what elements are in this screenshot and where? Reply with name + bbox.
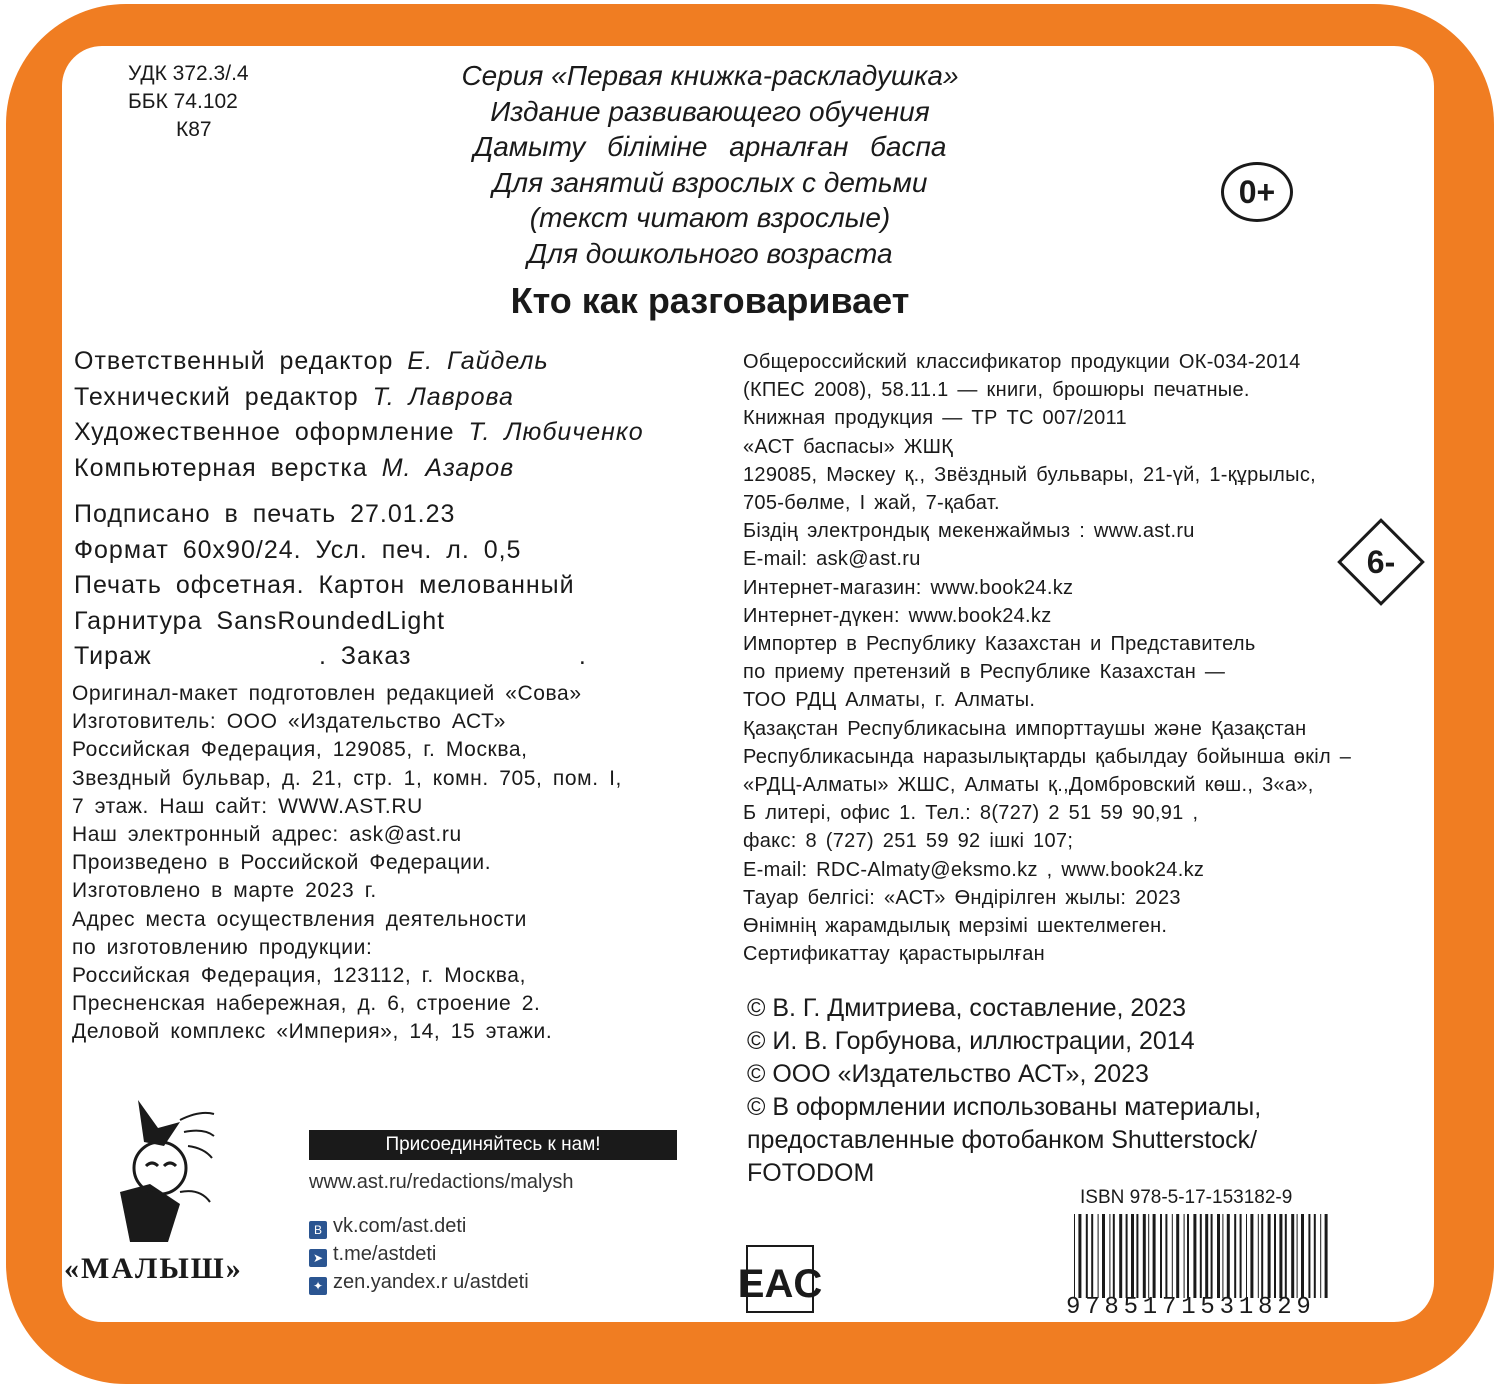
author-code: К87: [176, 118, 212, 141]
barcode-bar: [1320, 1214, 1321, 1298]
barcode-bar: [1074, 1214, 1075, 1298]
copyright-line: FOTODOM: [747, 1159, 875, 1187]
barcode-bar: [1301, 1214, 1304, 1298]
series-line: (текст читают взрослые): [529, 202, 891, 233]
series-line: Серия «Первая книжка-раскладушка»: [461, 60, 959, 91]
publisher-line: 7 этаж. Наш сайт: WWW.AST.RU: [72, 794, 423, 818]
copyright-line: © ООО «Издательство АСТ», 2023: [747, 1060, 1149, 1088]
social-link-text: vk.com/ast.deti: [333, 1215, 467, 1237]
copyright-line: © В. Г. Дмитриева, составление, 2023: [747, 994, 1187, 1022]
credit-line: [74, 344, 644, 380]
barcode-bar: [1291, 1214, 1294, 1298]
svg-text:EAC: EAC: [737, 1262, 823, 1306]
barcode-bar: [1268, 1214, 1271, 1298]
legal-line: по приему претензий в Республике Казахстан —: [743, 661, 1226, 684]
barcode-bar: [1078, 1214, 1081, 1298]
series-line: Издание развивающего обучения: [490, 95, 930, 127]
credit-role: Художественное оформление: [74, 418, 455, 446]
credit-role: Ответственный редактор: [74, 347, 394, 375]
age-rating-6-label: 6-: [1366, 544, 1396, 580]
publisher-line: Адрес места осуществления деятельности: [72, 907, 527, 931]
barcode-digits: 9785171531829: [1066, 1294, 1316, 1321]
barcode-bar: [1184, 1214, 1185, 1298]
barcode-bar: [1217, 1214, 1220, 1298]
barcode-graphic: [1070, 1214, 1332, 1298]
legal-line: Тауар белгісі: «АСТ» Өндірілген жылы: 2023: [743, 886, 1181, 909]
barcode-bar: [1172, 1214, 1173, 1298]
barcode-bar: [1113, 1214, 1115, 1298]
barcode-bar: [1109, 1214, 1110, 1298]
series-line: Для занятий взрослых с детьми: [492, 166, 928, 198]
barcode-bar: [1314, 1214, 1316, 1298]
copyright-line: предоставленные фотобанком Shutterstock/: [747, 1126, 1258, 1154]
barcode-bar: [1279, 1214, 1282, 1298]
zen-icon: ✦: [309, 1277, 327, 1295]
telegram-icon: ➤: [309, 1249, 327, 1267]
barcode-bar: [1325, 1214, 1328, 1298]
print-line: Тираж . Заказ .: [74, 642, 587, 670]
credit-role: Компьютерная верстка: [74, 453, 368, 482]
barcode-bar: [1165, 1214, 1167, 1298]
legal-line: E-mail: RDC-Almaty@eksmo.kz , www.book24.kz: [743, 858, 1205, 881]
udk-line: УДК 372.3/.4: [128, 62, 249, 85]
legal-line: Біздің электрондық мекенжаймыз : www.ast.ru: [743, 520, 1195, 543]
credit-line: [74, 380, 644, 416]
barcode-bar: [1187, 1214, 1189, 1298]
barcode-bar: [1308, 1214, 1310, 1298]
barcode-bar: [1240, 1214, 1242, 1298]
series-line: Для дошкольного возраста: [527, 237, 893, 269]
social-links: [309, 1212, 529, 1296]
social-link-zen[interactable]: [309, 1268, 529, 1296]
barcode-bar: [1143, 1214, 1146, 1298]
social-link-text: zen.yandex.r u/astdeti: [333, 1271, 529, 1293]
barcode-bar: [1086, 1214, 1088, 1298]
barcode-bar: [1136, 1214, 1138, 1298]
owl-logo-icon: [60, 1092, 230, 1252]
publisher-line: Изготовитель: ООО «Издательство АСТ»: [72, 710, 506, 734]
barcode-bar: [1091, 1214, 1093, 1298]
credit-name: М. Азаров: [381, 453, 515, 482]
legal-line: Сертификаттау қарастырылған: [743, 943, 1046, 966]
publisher-line: Пресненская набережная, д. 6, строение 2.: [72, 992, 541, 1016]
copyright-line: © И. В. Горбунова, иллюстрации, 2014: [747, 1027, 1195, 1055]
print-line: Формат 60x90/24. Усл. печ. л. 0,5: [74, 535, 522, 564]
barcode-bar: [1261, 1214, 1263, 1298]
barcode-bar: [1246, 1214, 1247, 1298]
credits-block: [74, 344, 644, 486]
publisher-line: Наш электронный адрес: ask@ast.ru: [72, 823, 462, 847]
legal-line: Интернет-дүкен: www.book24.kz: [743, 604, 1052, 627]
barcode-bar: [1274, 1214, 1276, 1298]
barcode-bar: [1148, 1214, 1149, 1298]
legal-line: Өнімнің жарамдылық мерзімі шектелмеген.: [743, 915, 1168, 938]
print-line: Подписано в печать 27.01.23: [74, 500, 456, 528]
bbk-line: ББК 74.102: [128, 90, 238, 113]
credit-line: [74, 415, 644, 451]
barcode-bar: [1250, 1214, 1253, 1298]
publisher-line: Звездный бульвар, д. 21, стр. 1, комн. 705, пом. I,: [72, 766, 622, 790]
legal-line: «АСТ баспасы» ЖШҚ: [743, 435, 954, 458]
publisher-line: Оригинал-макет подготовлен редакцией «Сова»: [72, 682, 582, 705]
legal-line: (КПЕС 2008), 58.11.1 — книги, брошюры печатные.: [743, 379, 1250, 402]
isbn-label: ISBN 978-5-17-153182-9: [1080, 1187, 1293, 1208]
website-link[interactable]: www.ast.ru/redactions/malysh: [309, 1171, 574, 1193]
legal-line: ТОО РДЦ Алматы, г. Алматы.: [743, 689, 1036, 712]
barcode-bar: [1102, 1214, 1105, 1298]
legal-line: 705-бөлме, I жай, 7-қабат.: [743, 492, 1000, 515]
barcode-bar: [1131, 1214, 1134, 1298]
legal-line: 129085, Мәскеу қ., Звёздный бульвары, 21-үй, 1-құрылыс,: [743, 463, 1316, 486]
legal-line: Книжная продукция — ТР ТС 007/2011: [743, 407, 1127, 430]
social-link-telegram[interactable]: [309, 1240, 529, 1268]
barcode-bar: [1153, 1214, 1156, 1298]
age-rating-0-badge: 0+: [1221, 162, 1293, 222]
eac-certification-icon: [737, 1245, 823, 1313]
malysh-logo-text: «МАЛЫШ»: [64, 1252, 243, 1285]
publisher-line: Российская Федерация, 123112, г. Москва,: [72, 964, 527, 988]
legal-line: Қазақстан Республикасына импорттаушы және Қазақстан: [743, 717, 1307, 740]
barcode-bar: [1200, 1214, 1202, 1298]
publisher-line: Произведено в Российской Федерации.: [72, 851, 492, 875]
credit-name: Т. Любиченко: [468, 418, 644, 446]
barcode-bar: [1227, 1214, 1230, 1298]
barcode-bar: [1176, 1214, 1179, 1298]
book-title: Кто как разговаривает: [510, 280, 910, 321]
barcode-bar: [1234, 1214, 1236, 1298]
barcode-bar: [1222, 1214, 1223, 1298]
social-link-text: t.me/astdeti: [333, 1243, 437, 1265]
join-us-banner: Присоединяйтесь к нам!: [309, 1130, 677, 1160]
barcode-bar: [1297, 1214, 1298, 1298]
series-block: [360, 58, 1060, 271]
malysh-owl-logo: [60, 1092, 230, 1257]
barcode-bar: [1126, 1214, 1128, 1298]
legal-line: Республикасында наразылықтарды қабылдау бойынша өкіл –: [743, 745, 1352, 768]
copyright-block: [747, 992, 1261, 1190]
publisher-info-block: [72, 680, 622, 1047]
barcode-bar: [1205, 1214, 1208, 1298]
barcode-bar: [1193, 1214, 1196, 1298]
barcode-bar: [1211, 1214, 1213, 1298]
social-link-vk[interactable]: [309, 1212, 529, 1240]
barcode-bar: [1119, 1214, 1122, 1298]
barcode-bar: [1258, 1214, 1259, 1298]
legal-info-block: [743, 348, 1351, 968]
publisher-line: Деловой комплекс «Империя», 14, 15 этажи.: [72, 1020, 553, 1044]
copyright-line: © В оформлении использованы материалы,: [747, 1093, 1262, 1121]
legal-line: Импортер в Республику Казахстан и Представитель: [743, 633, 1256, 656]
barcode-bar: [1160, 1214, 1162, 1298]
credit-name: Т. Лаврова: [372, 382, 514, 411]
barcode-bar: [1098, 1214, 1099, 1298]
legal-line: E-mail: ask@ast.ru: [743, 548, 921, 571]
legal-line: «РДЦ-Алматы» ЖШС, Алматы қ.,Домбровский көш., 3«а»,: [743, 774, 1314, 797]
legal-line: Интернет-магазин: www.book24.kz: [743, 576, 1074, 599]
print-line: Гарнитура SansRoundedLight: [74, 606, 446, 635]
credit-line: [74, 451, 644, 487]
credit-role: Технический редактор: [74, 382, 359, 411]
print-info-block: [74, 497, 587, 675]
vk-icon: В: [309, 1221, 327, 1239]
series-line: Дамыту біліміне арналған баспа: [473, 131, 947, 162]
publisher-line: Изготовлено в марте 2023 г.: [72, 879, 377, 903]
legal-line: факс: 8 (727) 251 59 92 ішкі 107;: [743, 830, 1074, 853]
barcode-bar: [1285, 1214, 1287, 1298]
credit-name: Е. Гайдель: [407, 347, 549, 375]
publisher-line: Российская Федерация, 129085, г. Москва,: [72, 738, 528, 762]
legal-line: Б литері, офис 1. Тел.: 8(727) 2 51 59 90,91 ,: [743, 802, 1199, 825]
legal-line: Общероссийский классификатор продукции ОК-034-2014: [743, 351, 1301, 373]
udk-block: [128, 60, 249, 144]
barcode: [1070, 1214, 1332, 1303]
print-line: Печать офсетная. Картон мелованный: [74, 571, 575, 599]
publisher-line: по изготовлению продукции:: [72, 935, 373, 959]
eac-mark: [737, 1245, 823, 1318]
